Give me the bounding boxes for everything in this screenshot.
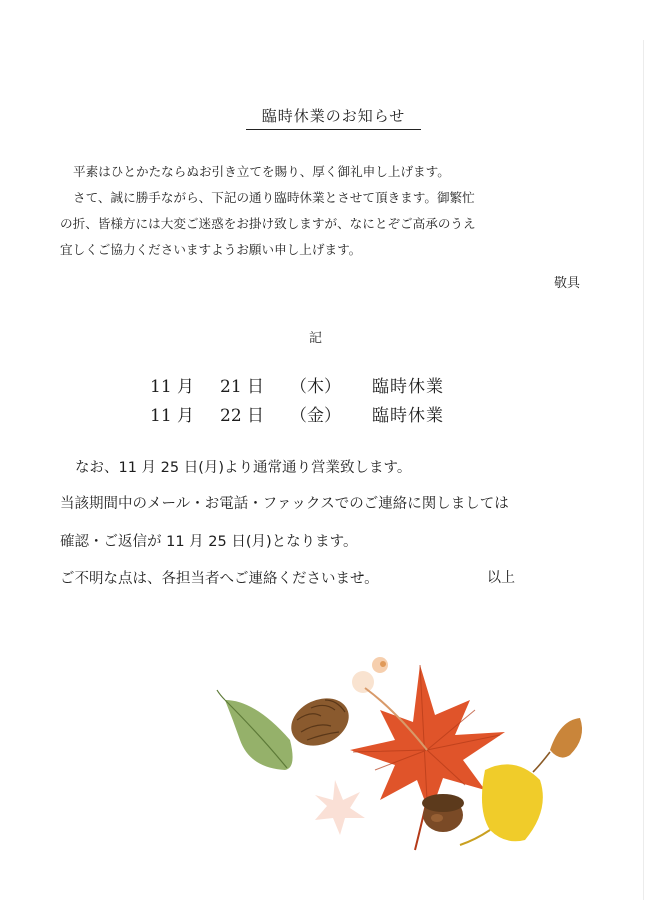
notice-text: ご不明な点は、各担当者へご連絡くださいませ。	[60, 571, 379, 587]
closure-weekday: （木）	[290, 377, 341, 397]
acorn-icon	[422, 794, 464, 832]
notice-text: なお、11 月 25 日(月)より通常通り営業致します。	[75, 460, 412, 476]
notice-line	[75, 456, 635, 477]
closure-row	[150, 370, 444, 399]
closure-month: 11 月	[150, 406, 195, 426]
closure-day: 22 日	[220, 406, 265, 426]
closure-label: 臨時休業	[372, 406, 444, 426]
berries-decoration	[352, 657, 388, 693]
closure-row	[150, 399, 444, 428]
greeting-line: さて、誠に勝手ながら、下記の通り臨時休業とさせて頂きます。御繁忙	[73, 190, 475, 205]
pinecone-icon	[284, 689, 357, 754]
scan-edge-line	[643, 40, 644, 900]
closure-day: 21 日	[220, 377, 265, 397]
ijo-closing: 以上	[487, 570, 515, 586]
closing-salutation: 敬具	[553, 276, 580, 291]
ki-marker: 記	[309, 331, 323, 346]
closure-dates	[150, 370, 444, 428]
notice-text: 当該期間中のメール・お電話・ファックスでのご連絡に関しましては	[60, 496, 509, 512]
autumn-leaves-illustration	[215, 640, 615, 870]
brown-leaf-icon	[533, 718, 582, 772]
notice-text: 確認・ご返信が 11 月 25 日(月)となります。	[60, 534, 358, 550]
closure-month: 11 月	[150, 377, 195, 397]
pale-maple-leaf-icon	[315, 780, 365, 835]
closure-label: 臨時休業	[372, 377, 444, 397]
notice-line	[60, 530, 620, 551]
notice-line	[60, 567, 620, 588]
greeting-line: の折、皆様方には大変ご迷惑をお掛け致しますが、なにとぞご高承のうえ	[60, 216, 476, 231]
greeting-line: 平素はひとかたならぬお引き立てを賜り、厚く御礼申し上げます。	[73, 164, 450, 179]
closure-weekday: （金）	[290, 406, 341, 426]
greeting-line: 宜しくご協力くださいますようお願い申し上げます。	[60, 242, 362, 257]
page-title: 臨時休業のお知らせ	[246, 105, 421, 130]
green-leaf-icon	[217, 690, 293, 770]
greeting-paragraph	[60, 159, 590, 263]
notice-line	[60, 492, 620, 513]
